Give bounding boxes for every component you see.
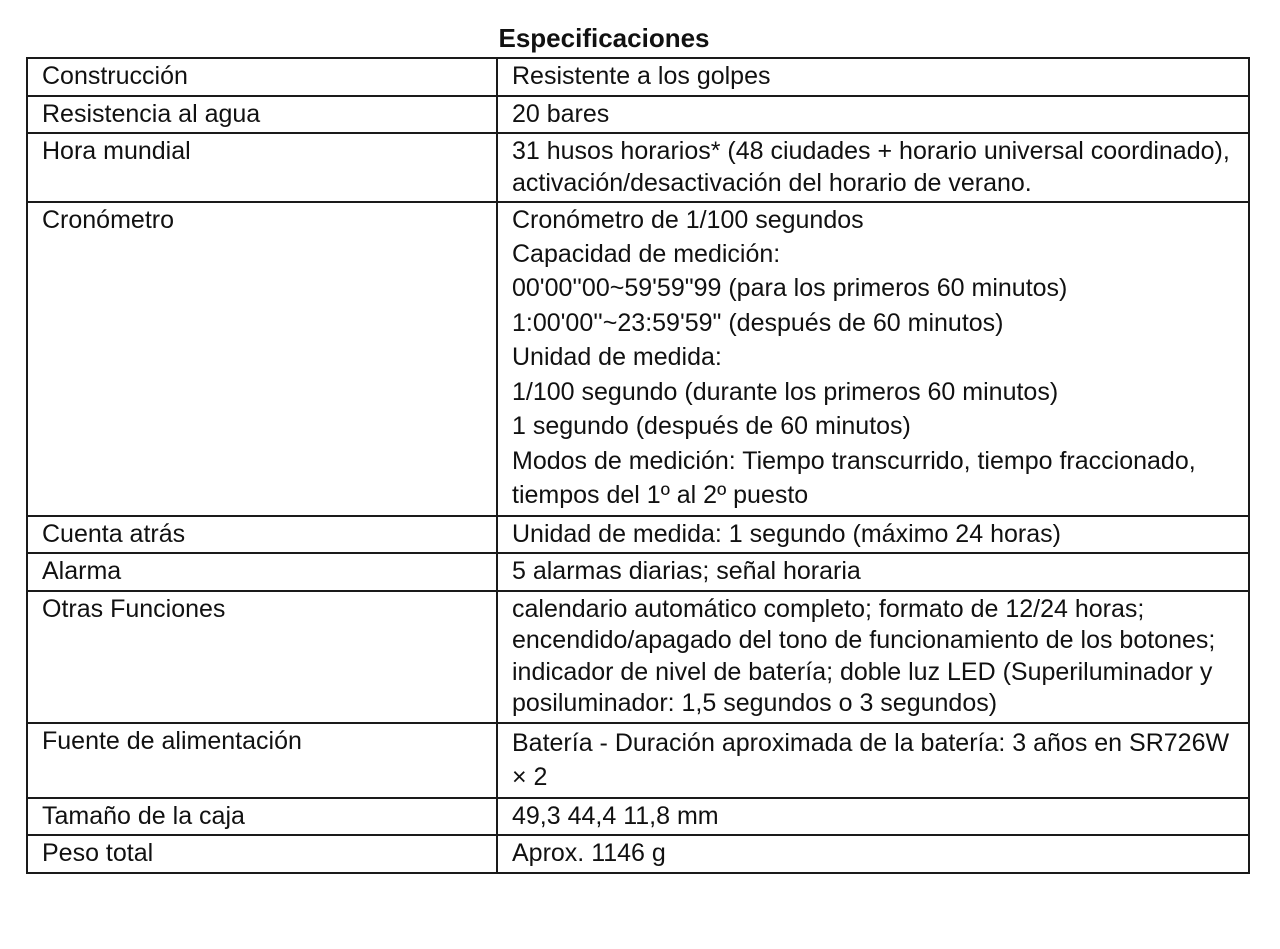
table-row	[27, 96, 1249, 134]
spec-value-line: Unidad de medida:	[512, 343, 722, 371]
spec-label: Cronómetro	[27, 202, 497, 516]
spec-value: Unidad de medida: 1 segundo (máximo 24 horas)	[497, 516, 1249, 554]
spec-value	[497, 202, 1249, 516]
spec-label: Hora mundial	[27, 133, 497, 202]
spec-value-line: 1 segundo (después de 60 minutos)	[512, 412, 911, 440]
spec-label: Construcción	[27, 58, 497, 96]
spec-label: Fuente de alimentación	[27, 723, 497, 798]
page-title: Especificaciones	[498, 23, 710, 53]
spec-value: calendario automático completo; formato de 12/24 horas; encendido/apagado del tono de funcionamiento de los botones; indicador de nivel de batería; doble luz LED (Superiluminador y posiluminador: 1,5 segundos o 3 segundos)	[497, 591, 1249, 723]
spec-label: Peso total	[27, 835, 497, 873]
spec-value-line: Capacidad de medición:	[512, 239, 781, 268]
spec-value-line: 1/100 segundo (durante los primeros 60 minutos)	[512, 377, 1059, 406]
spec-label: Otras Funciones	[27, 591, 497, 723]
table-row	[27, 835, 1249, 873]
spec-label: Resistencia al agua	[27, 96, 497, 134]
table-row	[27, 202, 1249, 516]
specifications-table	[26, 57, 1250, 874]
table-row	[27, 553, 1249, 591]
spec-value-line: Batería - Duración aproximada de la batería: 3 años en SR726W × 2	[512, 728, 1230, 791]
table-row	[27, 516, 1249, 554]
table-row	[27, 723, 1249, 798]
spec-value: 5 alarmas diarias; señal horaria	[497, 553, 1249, 591]
spec-label: Tamaño de la caja	[27, 798, 497, 836]
spec-value-line: Modos de medición: Tiempo transcurrido, tiempo fraccionado, tiempos del 1º al 2º puesto	[512, 446, 1196, 509]
spec-value-line: Cronómetro de 1/100 segundos	[512, 206, 864, 234]
spec-value: Resistente a los golpes	[497, 58, 1249, 96]
table-row	[27, 591, 1249, 723]
spec-label: Cuenta atrás	[27, 516, 497, 554]
table-row	[27, 58, 1249, 96]
table-row	[27, 798, 1249, 836]
spec-value: Aprox. 1146 g	[497, 835, 1249, 873]
spec-value	[497, 723, 1249, 798]
table-row	[27, 133, 1249, 202]
spec-value-line: 1:00'00''~23:59'59" (después de 60 minutos)	[512, 308, 1004, 337]
spec-value-line: 00'00''00~59'59"99 (para los primeros 60 minutos)	[512, 274, 1068, 302]
spec-value: 20 bares	[497, 96, 1249, 134]
spec-value: 49,3 44,4 11,8 mm	[497, 798, 1249, 836]
spec-value: 31 husos horarios* (48 ciudades + horario universal coordinado), activación/desactivación del horario de verano.	[497, 133, 1249, 202]
spec-label: Alarma	[27, 553, 497, 591]
